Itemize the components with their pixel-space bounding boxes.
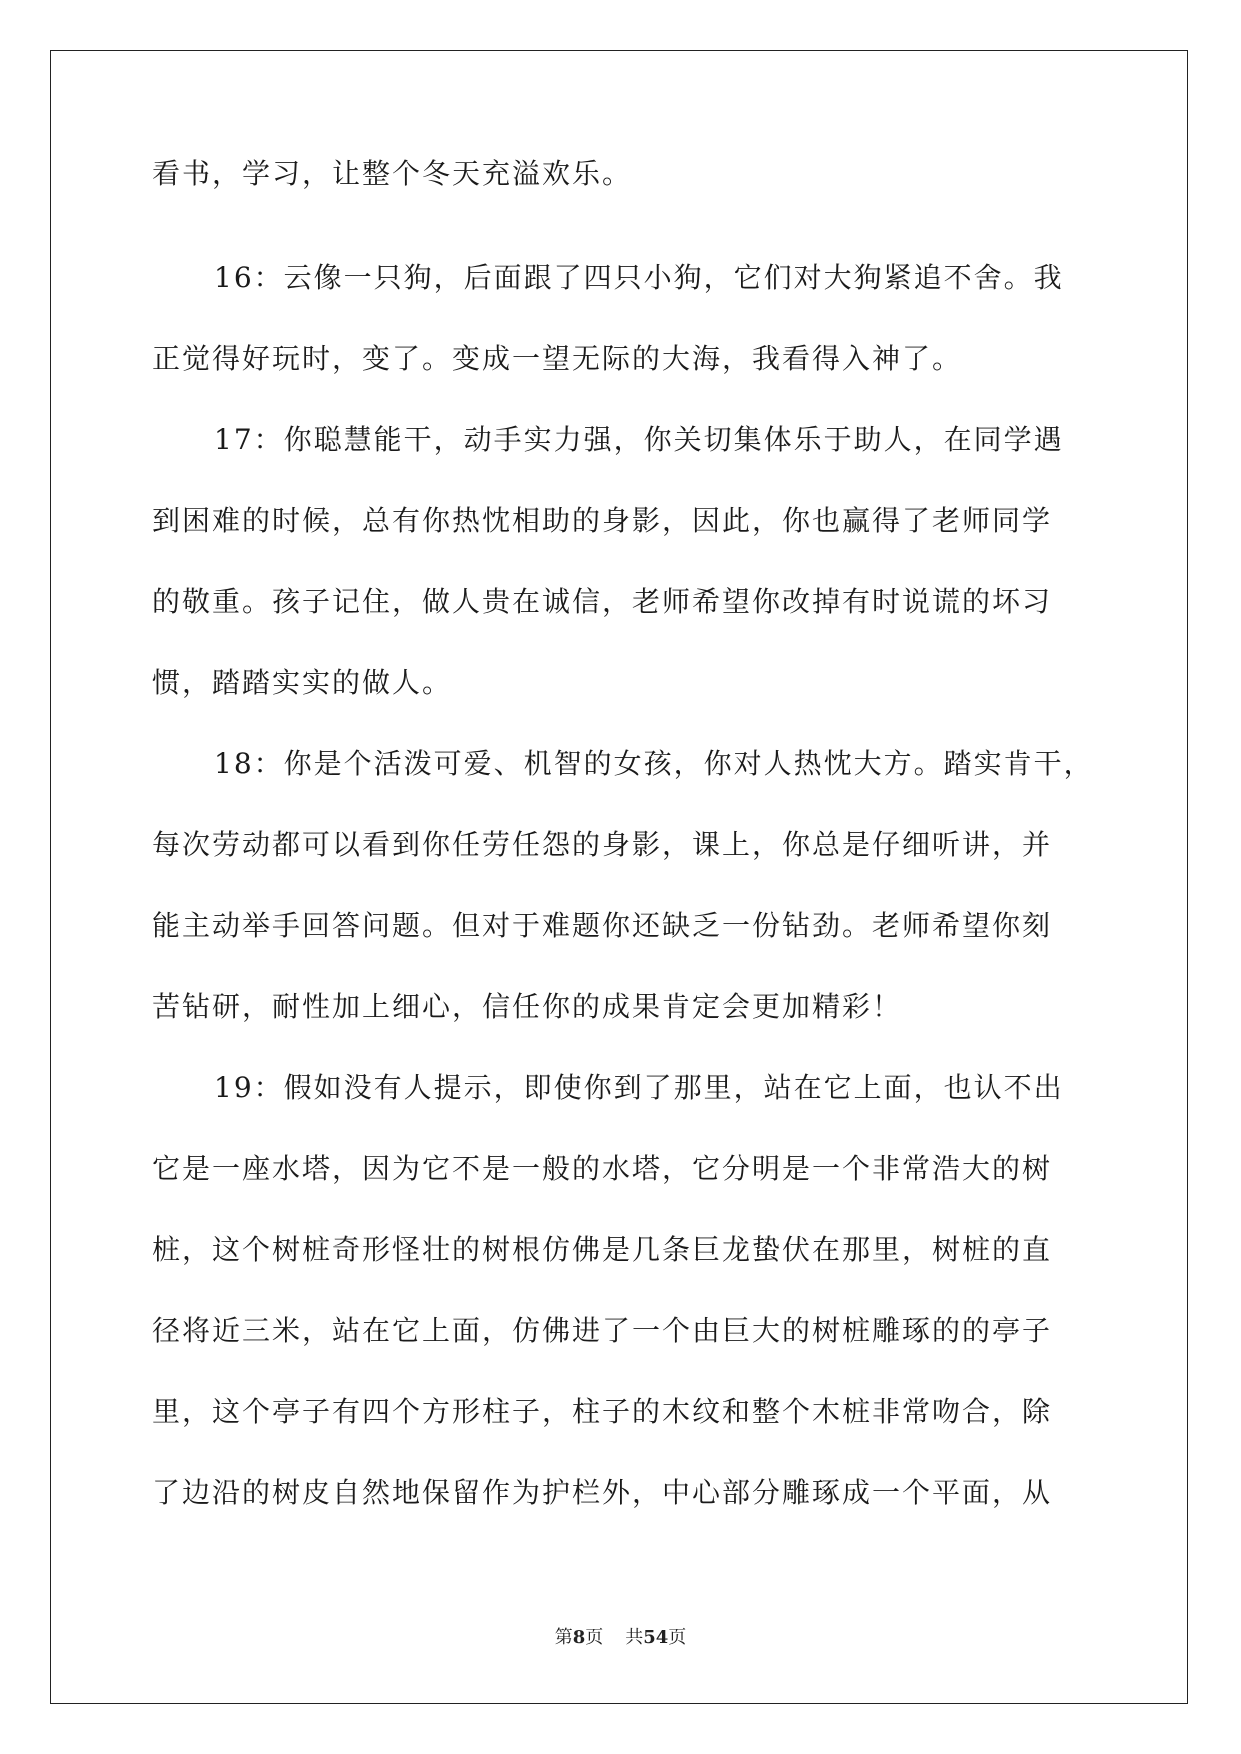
total-pages: 54	[643, 1627, 669, 1648]
total-prefix: 共	[625, 1627, 644, 1648]
text-line: 里，这个亭子有四个方形柱子，柱子的木纹和整个木桩非常吻合，除	[152, 1395, 1053, 1428]
text-line: 每次劳动都可以看到你任劳任怨的身影，课上，你总是仔细听讲，并	[152, 828, 1053, 861]
document-body	[152, 156, 1092, 1533]
page-number: 8	[572, 1627, 586, 1648]
text-line: 正觉得好玩时，变了。变成一望无际的大海，我看得入神了。	[152, 342, 963, 375]
text-line: 16：云像一只狗，后面跟了四只小狗，它们对大狗紧追不舍。我	[214, 261, 1064, 294]
text-line: 苦钻研，耐性加上细心，信任你的成果肯定会更加精彩！	[152, 990, 903, 1023]
text-line: 19：假如没有人提示，即使你到了那里，站在它上面，也认不出	[214, 1071, 1064, 1104]
text-line: 看书，学习，让整个冬天充溢欢乐。	[152, 157, 633, 190]
page-suffix: 页	[585, 1627, 604, 1648]
page-footer	[0, 1626, 1241, 1650]
text-line: 了边沿的树皮自然地保留作为护栏外，中心部分雕琢成一个平面，从	[152, 1476, 1053, 1509]
text-line: 18：你是个活泼可爱、机智的女孩，你对人热忱大方。踏实肯干，	[214, 747, 1094, 780]
text-line: 惯，踏踏实实的做人。	[152, 666, 453, 699]
total-suffix: 页	[668, 1627, 687, 1648]
text-line: 它是一座水塔，因为它不是一般的水塔，它分明是一个非常浩大的树	[152, 1152, 1053, 1185]
text-line: 17：你聪慧能干，动手实力强，你关切集体乐于助人，在同学遇	[214, 423, 1064, 456]
page-prefix: 第	[554, 1627, 573, 1648]
text-line: 到困难的时候，总有你热忱相助的身影，因此，你也赢得了老师同学	[152, 504, 1053, 537]
text-line: 桩，这个树桩奇形怪壮的树根仿佛是几条巨龙蛰伏在那里，树桩的直	[152, 1233, 1053, 1266]
text-line: 能主动举手回答问题。但对于难题你还缺乏一份钻劲。老师希望你刻	[152, 909, 1053, 942]
text-line: 径将近三米，站在它上面，仿佛进了一个由巨大的树桩雕琢的的亭子	[152, 1314, 1053, 1347]
text-line: 的敬重。孩子记住，做人贵在诚信，老师希望你改掉有时说谎的坏习	[152, 585, 1053, 618]
